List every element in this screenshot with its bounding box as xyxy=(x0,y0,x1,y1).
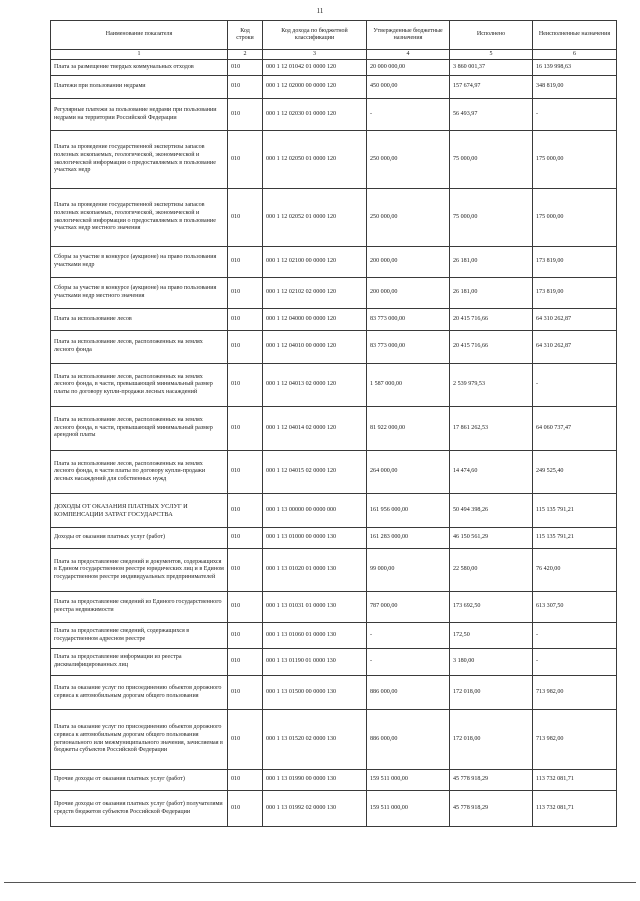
row-income-code: 000 1 13 01000 00 0000 130 xyxy=(263,528,367,549)
table-row xyxy=(51,247,617,278)
row-executed: 17 861 262,53 xyxy=(450,407,533,451)
row-approved: 787 000,00 xyxy=(367,592,450,623)
row-income-code: 000 1 12 02100 00 0000 120 xyxy=(263,247,367,278)
row-executed: 172,50 xyxy=(450,623,533,649)
header-income-code: Код дохода по бюджетной классификации xyxy=(263,21,367,50)
row-line-code: 010 xyxy=(228,131,263,189)
row-unexecuted: 713 982,00 xyxy=(533,710,617,770)
table-row xyxy=(51,676,617,710)
table-row xyxy=(51,528,617,549)
table-row xyxy=(51,710,617,770)
column-number-row xyxy=(51,50,617,60)
row-name: Плата за использование лесов, расположенных на землях лесного фонда xyxy=(51,331,228,364)
row-line-code: 010 xyxy=(228,592,263,623)
row-approved: 250 000,00 xyxy=(367,189,450,247)
row-executed: 45 778 918,29 xyxy=(450,791,533,827)
table-row xyxy=(51,309,617,331)
row-name: Регулярные платежи за пользование недрами при пользовании недрами на территории Российской Федерации xyxy=(51,99,228,131)
row-name: Доходы от оказания платных услуг (работ) xyxy=(51,528,228,549)
row-income-code: 000 1 12 04013 02 0000 120 xyxy=(263,364,367,407)
row-income-code: 000 1 13 01031 01 0000 130 xyxy=(263,592,367,623)
row-executed: 56 493,97 xyxy=(450,99,533,131)
row-line-code: 010 xyxy=(228,451,263,494)
row-income-code: 000 1 12 02102 02 0000 120 xyxy=(263,278,367,309)
row-line-code: 010 xyxy=(228,189,263,247)
row-executed: 26 181,00 xyxy=(450,247,533,278)
table-body xyxy=(51,60,617,827)
header-name: Наименование показателя xyxy=(51,21,228,50)
table-row xyxy=(51,494,617,528)
row-line-code: 010 xyxy=(228,76,263,99)
row-approved: 200 000,00 xyxy=(367,278,450,309)
table-row xyxy=(51,623,617,649)
row-approved: 99 000,00 xyxy=(367,549,450,592)
table-row xyxy=(51,791,617,827)
table-row xyxy=(51,131,617,189)
row-name: Сборы за участие в конкурсе (аукционе) на право пользования участками недр xyxy=(51,247,228,278)
header-line-code: Код строки xyxy=(228,21,263,50)
column-number: 2 xyxy=(228,50,263,60)
row-executed: 157 674,97 xyxy=(450,76,533,99)
row-line-code: 010 xyxy=(228,676,263,710)
row-line-code: 010 xyxy=(228,278,263,309)
row-line-code: 010 xyxy=(228,309,263,331)
row-unexecuted: 173 819,00 xyxy=(533,278,617,309)
row-executed: 45 778 918,29 xyxy=(450,770,533,791)
row-income-code: 000 1 12 02052 01 0000 120 xyxy=(263,189,367,247)
row-name: Плата за проведение государственной экспертизы запасов полезных ископаемых, геологической, экономической и экологической информации о предоставляемых в пользование участках недр местного значения xyxy=(51,189,228,247)
row-executed: 50 494 398,26 xyxy=(450,494,533,528)
row-name: Плата за оказание услуг по присоединению объектов дорожного сервиса к автомобильным дорогам общего пользования регионального или межмуниципального значения, зачисляемая в бюджеты субъектов Российской Федерации xyxy=(51,710,228,770)
row-unexecuted: 115 135 791,21 xyxy=(533,494,617,528)
row-line-code: 010 xyxy=(228,99,263,131)
table-row xyxy=(51,331,617,364)
header-executed: Исполнено xyxy=(450,21,533,50)
row-approved: 81 922 000,00 xyxy=(367,407,450,451)
row-income-code: 000 1 12 02030 01 0000 120 xyxy=(263,99,367,131)
row-approved: 159 511 000,00 xyxy=(367,770,450,791)
row-line-code: 010 xyxy=(228,331,263,364)
row-line-code: 010 xyxy=(228,494,263,528)
row-executed: 2 539 979,53 xyxy=(450,364,533,407)
row-approved: 20 000 000,00 xyxy=(367,60,450,76)
row-name: Плата за размещение твердых коммунальных отходов xyxy=(51,60,228,76)
row-unexecuted: 76 420,00 xyxy=(533,549,617,592)
row-unexecuted: 175 000,00 xyxy=(533,131,617,189)
row-line-code: 010 xyxy=(228,549,263,592)
row-name: Плата за предоставление сведений из Единого государственного реестра недвижимости xyxy=(51,592,228,623)
row-income-code: 000 1 12 02050 01 0000 120 xyxy=(263,131,367,189)
row-approved: 161 283 000,00 xyxy=(367,528,450,549)
row-line-code: 010 xyxy=(228,364,263,407)
row-name: Плата за предоставление информации из реестра дисквалифицированных лиц xyxy=(51,649,228,676)
row-executed: 75 000,00 xyxy=(450,189,533,247)
row-executed: 172 018,00 xyxy=(450,710,533,770)
row-approved: 264 000,00 xyxy=(367,451,450,494)
row-name: Прочие доходы от оказания платных услуг (работ) xyxy=(51,770,228,791)
row-income-code: 000 1 12 02000 00 0000 120 xyxy=(263,76,367,99)
column-number: 6 xyxy=(533,50,617,60)
row-income-code: 000 1 12 04000 00 0000 120 xyxy=(263,309,367,331)
row-name: Плата за использование лесов, расположенных на землях лесного фонда, в части платы по договору купли-продажи лесных насаждений для собственных нужд xyxy=(51,451,228,494)
row-name: ДОХОДЫ ОТ ОКАЗАНИЯ ПЛАТНЫХ УСЛУГ И КОМПЕНСАЦИИ ЗАТРАТ ГОСУДАРСТВА xyxy=(51,494,228,528)
row-name: Плата за предоставление сведений, содержащихся в государственном адресном реестре xyxy=(51,623,228,649)
row-line-code: 010 xyxy=(228,407,263,451)
row-income-code: 000 1 13 00000 00 0000 000 xyxy=(263,494,367,528)
row-executed: 75 000,00 xyxy=(450,131,533,189)
table-row xyxy=(51,189,617,247)
header-row xyxy=(51,21,617,50)
row-income-code: 000 1 12 04014 02 0000 120 xyxy=(263,407,367,451)
row-income-code: 000 1 12 04015 02 0000 120 xyxy=(263,451,367,494)
row-name: Плата за предоставление сведений и документов, содержащихся в Едином государственном реестре юридических лиц и в Едином государственном реестре индивидуальных предпринимателей xyxy=(51,549,228,592)
row-executed: 14 474,60 xyxy=(450,451,533,494)
page-number: 11 xyxy=(316,7,324,15)
row-executed: 20 415 716,66 xyxy=(450,331,533,364)
row-unexecuted: 348 819,00 xyxy=(533,76,617,99)
table-row xyxy=(51,649,617,676)
row-income-code: 000 1 12 01042 01 0000 120 xyxy=(263,60,367,76)
row-unexecuted: - xyxy=(533,364,617,407)
row-unexecuted: 113 732 081,71 xyxy=(533,791,617,827)
header-unexecuted: Неисполненные назначения xyxy=(533,21,617,50)
row-name: Платежи при пользовании недрами xyxy=(51,76,228,99)
row-unexecuted: 249 525,40 xyxy=(533,451,617,494)
row-unexecuted: 613 307,50 xyxy=(533,592,617,623)
table-row xyxy=(51,549,617,592)
row-income-code: 000 1 13 01020 01 0000 130 xyxy=(263,549,367,592)
row-line-code: 010 xyxy=(228,60,263,76)
row-executed: 3 180,00 xyxy=(450,649,533,676)
row-approved: 886 000,00 xyxy=(367,676,450,710)
column-number: 3 xyxy=(263,50,367,60)
row-approved: 83 773 000,00 xyxy=(367,309,450,331)
row-name: Плата за использование лесов, расположенных на землях лесного фонда, в части, превышающей минимальный размер арендной платы xyxy=(51,407,228,451)
row-approved: 161 956 000,00 xyxy=(367,494,450,528)
table-row xyxy=(51,60,617,76)
row-name: Плата за использование лесов xyxy=(51,309,228,331)
column-number: 1 xyxy=(51,50,228,60)
row-name: Плата за проведение государственной экспертизы запасов полезных ископаемых, геологической, экономической и экологической информации о предоставляемых в пользование участках недр xyxy=(51,131,228,189)
row-approved: 83 773 000,00 xyxy=(367,331,450,364)
row-approved: 159 511 000,00 xyxy=(367,791,450,827)
row-name: Прочие доходы от оказания платных услуг (работ) получателями средств бюджетов субъектов Российской Федерации xyxy=(51,791,228,827)
row-approved: - xyxy=(367,623,450,649)
header-approved: Утвержденные бюджетные назначения xyxy=(367,21,450,50)
row-unexecuted: - xyxy=(533,623,617,649)
table-row xyxy=(51,592,617,623)
table-row xyxy=(51,99,617,131)
row-unexecuted: 16 139 998,63 xyxy=(533,60,617,76)
row-name: Плата за использование лесов, расположенных на землях лесного фонда, в части, превышающей минимальный размер платы по договору купли-продажи лесных насаждений xyxy=(51,364,228,407)
table-row xyxy=(51,451,617,494)
row-approved: 886 000,00 xyxy=(367,710,450,770)
row-executed: 20 415 716,66 xyxy=(450,309,533,331)
row-unexecuted: 713 982,00 xyxy=(533,676,617,710)
row-line-code: 010 xyxy=(228,649,263,676)
row-executed: 172 018,00 xyxy=(450,676,533,710)
row-income-code: 000 1 13 01500 00 0000 130 xyxy=(263,676,367,710)
row-executed: 173 692,50 xyxy=(450,592,533,623)
row-approved: - xyxy=(367,99,450,131)
row-line-code: 010 xyxy=(228,623,263,649)
row-line-code: 010 xyxy=(228,770,263,791)
row-approved: 200 000,00 xyxy=(367,247,450,278)
row-unexecuted: 115 135 791,21 xyxy=(533,528,617,549)
table-row xyxy=(51,407,617,451)
column-number: 4 xyxy=(367,50,450,60)
page-bottom-rule xyxy=(4,882,636,883)
row-line-code: 010 xyxy=(228,528,263,549)
row-unexecuted: - xyxy=(533,99,617,131)
row-executed: 3 860 001,37 xyxy=(450,60,533,76)
row-income-code: 000 1 13 01520 02 0000 130 xyxy=(263,710,367,770)
row-name: Сборы за участие в конкурсе (аукционе) на право пользования участками недр местного значения xyxy=(51,278,228,309)
row-unexecuted: 175 000,00 xyxy=(533,189,617,247)
row-executed: 26 181,00 xyxy=(450,278,533,309)
row-income-code: 000 1 13 01060 01 0000 130 xyxy=(263,623,367,649)
row-unexecuted: 113 732 081,71 xyxy=(533,770,617,791)
budget-execution-table xyxy=(50,20,617,827)
table-row xyxy=(51,278,617,309)
row-income-code: 000 1 13 01992 02 0000 130 xyxy=(263,791,367,827)
row-line-code: 010 xyxy=(228,710,263,770)
row-income-code: 000 1 13 01190 01 0000 130 xyxy=(263,649,367,676)
row-line-code: 010 xyxy=(228,247,263,278)
row-approved: - xyxy=(367,649,450,676)
table-row xyxy=(51,76,617,99)
row-approved: 1 587 000,00 xyxy=(367,364,450,407)
row-line-code: 010 xyxy=(228,791,263,827)
row-unexecuted: 64 310 262,87 xyxy=(533,309,617,331)
row-approved: 450 000,00 xyxy=(367,76,450,99)
row-unexecuted: 173 819,00 xyxy=(533,247,617,278)
row-executed: 46 150 561,29 xyxy=(450,528,533,549)
column-number: 5 xyxy=(450,50,533,60)
row-approved: 250 000,00 xyxy=(367,131,450,189)
row-executed: 22 580,00 xyxy=(450,549,533,592)
row-income-code: 000 1 13 01990 00 0000 130 xyxy=(263,770,367,791)
table-row xyxy=(51,770,617,791)
row-unexecuted: 64 060 737,47 xyxy=(533,407,617,451)
row-name: Плата за оказание услуг по присоединению объектов дорожного сервиса к автомобильным дорогам общего пользования xyxy=(51,676,228,710)
table-row xyxy=(51,364,617,407)
row-income-code: 000 1 12 04010 00 0000 120 xyxy=(263,331,367,364)
row-unexecuted: - xyxy=(533,649,617,676)
row-unexecuted: 64 310 262,87 xyxy=(533,331,617,364)
